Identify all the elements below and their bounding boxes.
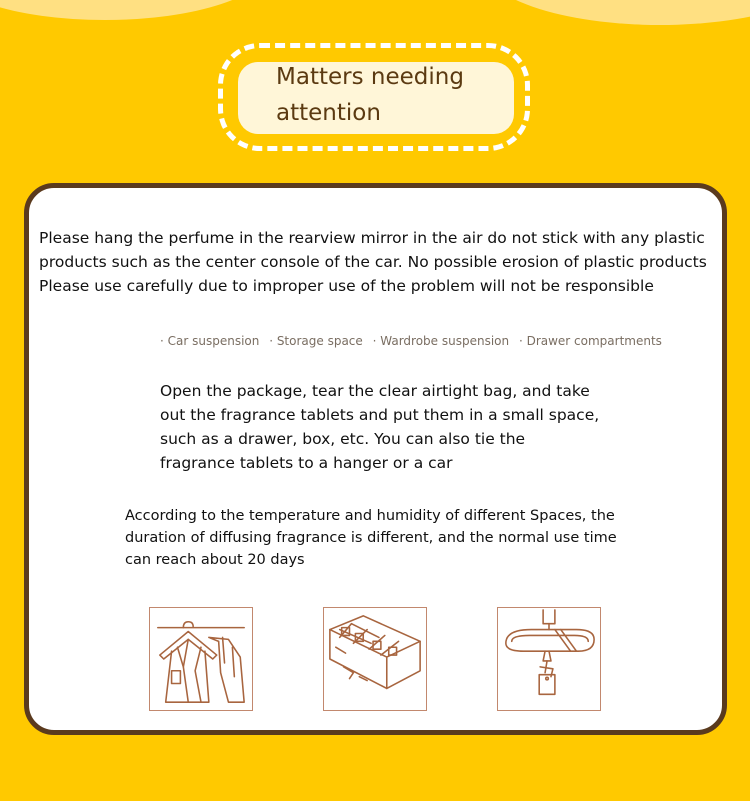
usage-wardrobe: · Wardrobe suspension xyxy=(372,334,510,348)
page-title: Matters needing attention xyxy=(276,64,464,126)
usage-scenarios xyxy=(160,334,662,348)
usage-car: · Car suspension xyxy=(160,334,260,348)
usage-drawer: · Drawer compartments xyxy=(518,334,662,348)
drawer-box-icon xyxy=(323,607,427,711)
usage-storage: · Storage space xyxy=(269,334,363,348)
background-cloud-left xyxy=(0,0,270,20)
instructions-text: Open the package, tear the clear airtight bag, and take out the fragrance tablets and put them in a small space, such as a drawer, box, etc. You can also tie the fragrance tablets to a hanger or a car xyxy=(160,382,600,472)
wardrobe-hanger-icon xyxy=(149,607,253,711)
duration-text: According to the temperature and humidity of different Spaces, the duration of diffusing fragrance is different, and the normal use time can reach about 20 days xyxy=(125,508,617,568)
background-cloud-right xyxy=(480,0,750,25)
rearview-mirror-icon xyxy=(497,607,601,711)
warning-text: Please hang the perfume in the rearview mirror in the air do not stick with any plastic products such as the center console of the car. No possible erosion of plastic products Please use carefully due to improper use of the problem will not be responsible xyxy=(39,229,707,295)
